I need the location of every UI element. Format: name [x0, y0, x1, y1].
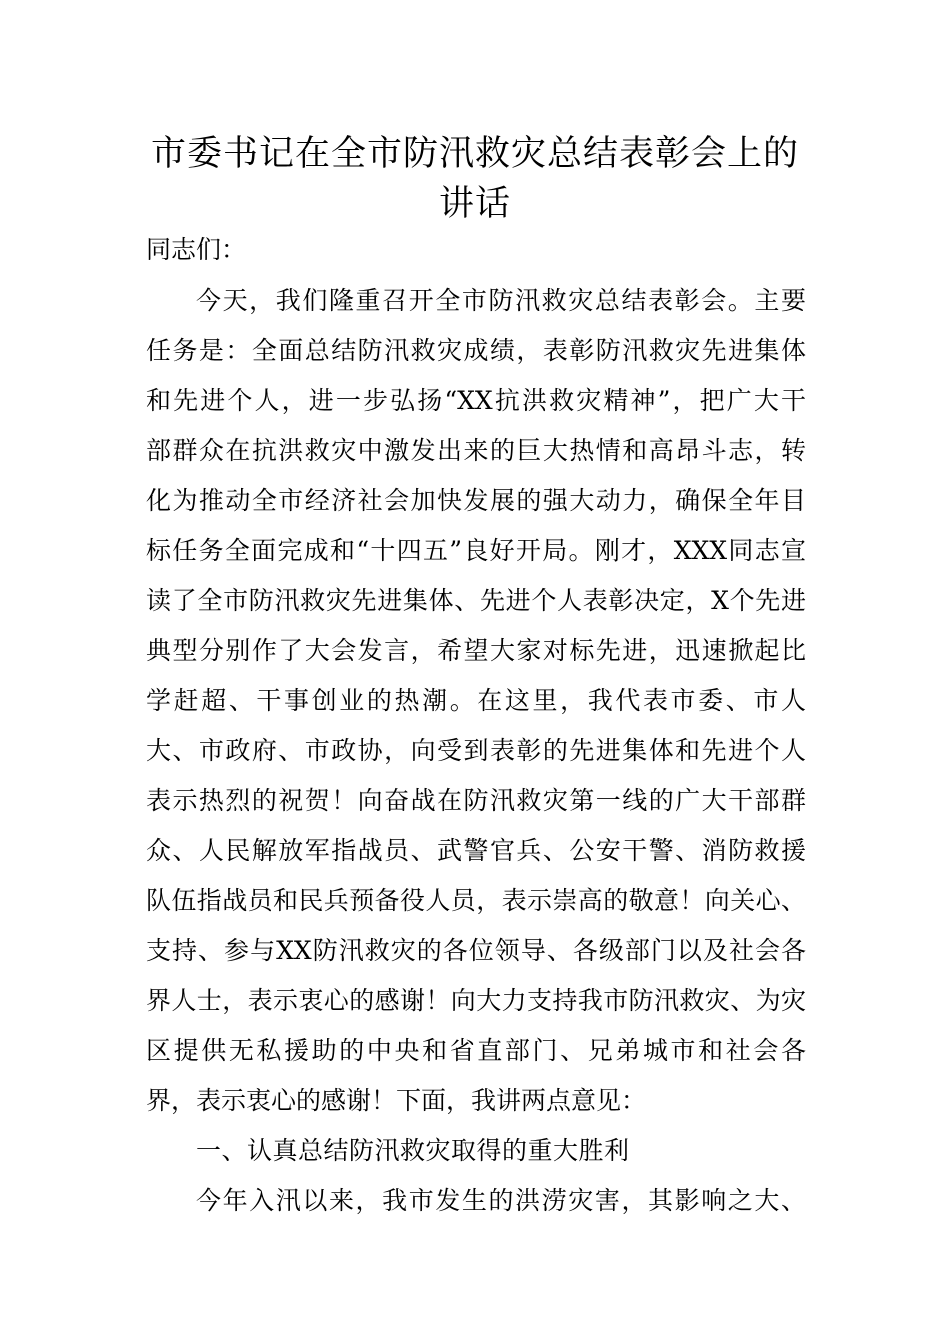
document-title-line-1: 市委书记在全市防汛救灾总结表彰会上的	[150, 134, 799, 174]
paragraph-line: 学赶超、干事创业的热潮。在这里，我代表市委、市人	[146, 686, 806, 715]
document-title-line-2: 讲话	[438, 184, 511, 224]
section-heading-1: 一、认真总结防汛救灾取得的重大胜利	[196, 1136, 630, 1165]
paragraph-line: 典型分别作了大会发言，希望大家对标先进，迅速掀起比	[146, 636, 806, 665]
paragraph-line: 支持、参与XX防汛救灾的各位领导、各级部门以及社会各	[146, 936, 806, 965]
paragraph-line: 界，表示衷心的感谢！下面，我讲两点意见：	[146, 1086, 647, 1115]
paragraph-line: 队伍指战员和民兵预备役人员，表示崇高的敬意！向关心、	[146, 886, 806, 915]
paragraph-line: 区提供无私援助的中央和省直部门、兄弟城市和社会各	[146, 1036, 806, 1065]
paragraph-line: 界人士，表示衷心的感谢！向大力支持我市防汛救灾、为灾	[146, 986, 806, 1015]
paragraph-line: 今年入汛以来，我市发生的洪涝灾害，其影响之大、	[196, 1186, 806, 1215]
paragraph-line: 表示热烈的祝贺！向奋战在防汛救灾第一线的广大干部群	[146, 786, 806, 815]
paragraph-line: 部群众在抗洪救灾中激发出来的巨大热情和高昂斗志，转	[146, 436, 806, 465]
paragraph-line: 标任务全面完成和“十四五”良好开局。刚才，XXX同志宣	[146, 536, 806, 565]
paragraph-line: 众、人民解放军指战员、武警官兵、公安干警、消防救援	[146, 836, 806, 865]
salutation: 同志们：	[146, 235, 247, 264]
paragraph-line: 今天，我们隆重召开全市防汛救灾总结表彰会。主要	[196, 286, 806, 315]
paragraph-line: 大、市政府、市政协，向受到表彰的先进集体和先进个人	[146, 736, 806, 765]
paragraph-line: 任务是：全面总结防汛救灾成绩，表彰防汛救灾先进集体	[146, 336, 806, 365]
paragraph-line: 和先进个人，进一步弘扬“XX抗洪救灾精神”，把广大干	[146, 386, 806, 415]
paragraph-line: 化为推动全市经济社会加快发展的强大动力，确保全年目	[146, 486, 806, 515]
paragraph-line: 读了全市防汛救灾先进集体、先进个人表彰决定，X个先进	[146, 586, 806, 615]
